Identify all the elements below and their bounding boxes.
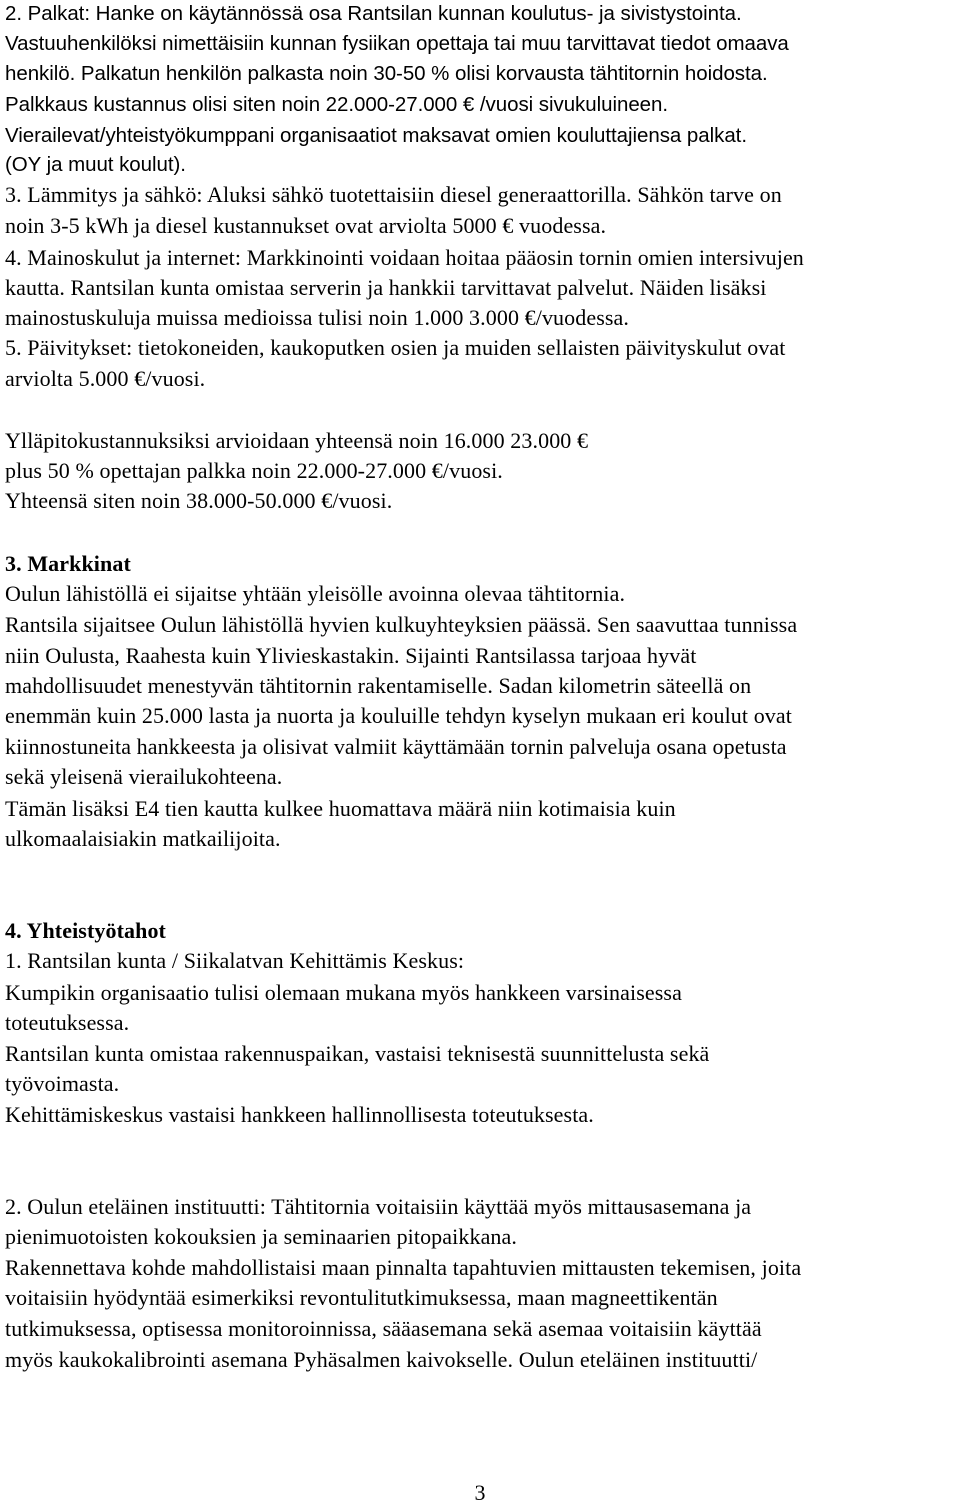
palkat-line-2: Vastuuhenkilöksi nimettäisiin kunnan fysiikan opettaja tai muu tarvittavat tiedot omaava bbox=[5, 32, 789, 55]
partner-2-line-2: pienimuotoisten kokouksien ja seminaarien pitopaikkana. bbox=[5, 1224, 517, 1249]
markkinat-line-7: sekä yleisenä vierailukohteena. bbox=[5, 764, 283, 789]
lammitys-line-1: 3. Lämmitys ja sähkö: Aluksi sähkö tuotettaisiin diesel generaattorilla. Sähkön tarve on bbox=[5, 182, 782, 207]
page-number: 3 bbox=[474, 1480, 486, 1505]
markkinat-line-8: Tämän lisäksi E4 tien kautta kulkee huomattava määrä niin kotimaisia kuin bbox=[5, 796, 676, 821]
markkinat-heading bbox=[5, 550, 131, 578]
palkat-line-6: (OY ja muut koulut). bbox=[5, 153, 186, 176]
mainoskulut-line-2: kautta. Rantsilan kunta omistaa serverin ja hankkii tarvittavat palvelut. Näiden lisäksi bbox=[5, 275, 767, 300]
yhteistyotahot-heading: 4. Yhteistyötahot bbox=[5, 918, 166, 943]
markkinat-line-3: niin Oulusta, Raahesta kuin Ylivieskastakin. Sijainti Rantsilassa tarjoaa hyvät bbox=[5, 643, 697, 668]
yllapito-line-3: Yhteensä siten noin 38.000-50.000 €/vuosi. bbox=[5, 488, 393, 513]
mainoskulut-line-1: 4. Mainoskulut ja internet: Markkinointi voidaan hoitaa pääosin tornin omien intersivujen bbox=[5, 245, 804, 270]
palkat-line-4: Palkkaus kustannus olisi siten noin 22.000-27.000 € /vuosi sivukuluineen. bbox=[5, 93, 669, 116]
partner-1-line-5: työvoimasta. bbox=[5, 1071, 120, 1096]
partner-1-line-1: 1. Rantsilan kunta / Siikalatvan Kehittämis Keskus: bbox=[5, 948, 465, 973]
partner-2-line-6: myös kaukokalibrointi asemana Pyhäsalmen kaivokselle. Oulun eteläinen instituutti/ bbox=[5, 1347, 758, 1372]
partner-1-line-3: toteutuksessa. bbox=[5, 1010, 130, 1035]
paivitykset-line-1: 5. Päivitykset: tietokoneiden, kaukoputken osien ja muiden sellaisten päivityskulut ovat bbox=[5, 335, 786, 360]
markkinat-heading-number: 3. bbox=[5, 551, 28, 576]
paivitykset-line-2: arviolta 5.000 €/vuosi. bbox=[5, 366, 206, 391]
partner-2-line-3: Rakennettava kohde mahdollistaisi maan pinnalta tapahtuvien mittausten tekemisen, joita bbox=[5, 1255, 802, 1280]
mainoskulut-line-3: mainostuskuluja muissa medioissa tulisi noin 1.000 3.000 €/vuodessa. bbox=[5, 305, 630, 330]
palkat-line-5: Vierailevat/yhteistyökumppani organisaatiot maksavat omien kouluttajiensa palkat. bbox=[5, 124, 747, 147]
palkat-line-3: henkilö. Palkatun henkilön palkasta noin 30-50 % olisi korvausta tähtitornin hoidosta. bbox=[5, 62, 768, 85]
lammitys-line-2: noin 3-5 kWh ja diesel kustannukset ovat arviolta 5000 € vuodessa. bbox=[5, 213, 607, 238]
partner-2-line-1: 2. Oulun eteläinen instituutti: Tähtitornia voitaisiin käyttää myös mittausasemana ja bbox=[5, 1194, 752, 1219]
partner-2-line-5: tutkimuksessa, optisessa monitoroinnissa, sääasemana sekä asemaa voitaisiin käyttää bbox=[5, 1316, 762, 1341]
palkat-line-1: 2. Palkat: Hanke on käytännössä osa Rantsilan kunnan koulutus- ja sivistystointa. bbox=[5, 2, 742, 25]
partner-1-line-2: Kumpikin organisaatio tulisi olemaan mukana myös hankkeen varsinaisessa bbox=[5, 980, 682, 1005]
yllapito-line-2: plus 50 % opettajan palkka noin 22.000-27.000 €/vuosi. bbox=[5, 458, 503, 483]
markkinat-line-6: kiinnostuneita hankkeesta ja olisivat valmiit käyttämään tornin palveluja osana opetusta bbox=[5, 734, 787, 759]
markkinat-line-2: Rantsila sijaitsee Oulun lähistöllä hyvien kulkuyhteyksien päässä. Sen saavuttaa tunnissa bbox=[5, 612, 798, 637]
markkinat-line-1: Oulun lähistöllä ei sijaitse yhtään yleisölle avoinna olevaa tähtitornia. bbox=[5, 581, 626, 606]
partner-1-line-4: Rantsilan kunta omistaa rakennuspaikan, vastaisi teknisestä suunnittelusta sekä bbox=[5, 1041, 710, 1066]
markkinat-line-4: mahdollisuudet menestyvän tähtitornin rakentamiselle. Sadan kilometrin säteellä on bbox=[5, 673, 752, 698]
partner-1-line-6: Kehittämiskeskus vastaisi hankkeen hallinnollisesta toteutuksesta. bbox=[5, 1102, 594, 1127]
yllapito-line-1: Ylläpitokustannuksiksi arvioidaan yhteensä noin 16.000 23.000 € bbox=[5, 428, 589, 453]
markkinat-line-9: ulkomaalaisiakin matkailijoita. bbox=[5, 826, 281, 851]
markkinat-heading-text: Markkinat bbox=[27, 551, 131, 576]
markkinat-line-5: enemmän kuin 25.000 lasta ja nuorta ja kouluille tehdyn kyselyn mukaan eri koulut ovat bbox=[5, 703, 792, 728]
partner-2-line-4: voitaisiin hyödyntää esimerkiksi revontulitutkimuksessa, maan magneettikentän bbox=[5, 1285, 718, 1310]
